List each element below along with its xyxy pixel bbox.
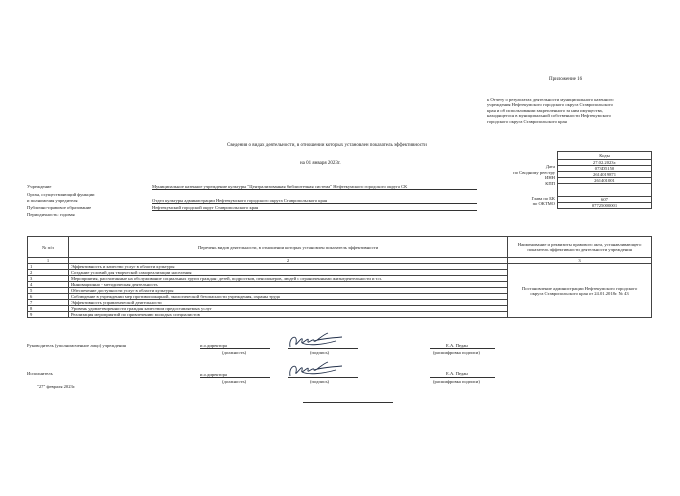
code-label-oktmo: по ОКТМО	[532, 201, 555, 207]
institution-label: Учреждение	[27, 184, 52, 189]
executor-name-caption: (расшифровка подписи)	[433, 379, 480, 384]
code-empty	[558, 184, 652, 197]
appendix-note-line: находящегося в муниципальной собственности Нефтекумского	[487, 113, 611, 119]
executor-position-caption: (должность)	[222, 379, 247, 384]
code-kpp: 261401001	[558, 178, 652, 184]
header-number: № п/п	[28, 237, 69, 258]
code-date: 27.02.2023г.	[558, 160, 652, 166]
row-activity: Соблюдение в учреждении мер противопожарной, экологической безопасности учреждения, охраны труда	[68, 294, 507, 300]
row-number: 7	[28, 300, 69, 306]
executor-name-line	[430, 377, 495, 378]
colnum-2: 2	[68, 258, 507, 264]
codes-table	[557, 151, 652, 209]
row-number: 8	[28, 306, 69, 312]
colnum-1: 1	[28, 258, 69, 264]
appendix-label: Приложение 16	[549, 77, 583, 82]
legal-value: Нефтекумский городской округ Ставропольского края	[152, 205, 477, 211]
activities-table	[27, 236, 652, 318]
appendix-note-line: к Отчету о результатах деятельности муниципального казенного	[487, 97, 614, 102]
appendix-note-line: городского округа Ставропольского края	[487, 118, 567, 124]
head-signature-caption: (подпись)	[310, 350, 330, 355]
bottom-divider	[303, 402, 393, 403]
appendix-note-line: учреждения Нефтекумского городского округа Ставропольского	[487, 102, 613, 108]
colnum-3: 3	[508, 258, 652, 264]
organ-value: Отдел культуры администрации Нефтекумского городского округа Ставропольского края	[152, 198, 477, 204]
signing-date: "27" февраля 2023г.	[37, 384, 76, 389]
head-position-caption: (должность)	[222, 350, 247, 355]
codes-header: Коды	[558, 152, 652, 160]
head-label: Руководитель (уполномоченное лицо) учреждения	[27, 343, 126, 348]
head-position: и.о.директора	[200, 343, 270, 349]
executor-signature-caption: (подпись)	[310, 379, 330, 384]
row-number: 1	[28, 264, 69, 270]
row-activity: Обеспечение доступности услуг в области культуры	[68, 288, 507, 294]
header-legal-act: Наименование и реквизиты правового акта, устанавливающего показатель эффективности деятельности учреждения	[508, 237, 652, 258]
row-number: 3	[28, 276, 69, 282]
table-header-row	[28, 237, 652, 258]
head-name-line	[430, 348, 495, 349]
code-label-inn: ИНН	[545, 175, 555, 181]
institution-value: Муниципальное казенное учреждение культуры "Централизованная библиотечная система" Нефтекумского городского округа СК	[152, 184, 477, 190]
executor-name: Е.А. Педан	[446, 371, 468, 376]
appendix-note-line: края и об использовании закрепленного за ним имущества,	[487, 107, 603, 113]
head-name-caption: (расшифровка подписи)	[433, 350, 480, 355]
head-name: Е.А. Педан	[446, 343, 468, 348]
row-number: 4	[28, 282, 69, 288]
row-number: 5	[28, 288, 69, 294]
header-activities: Перечень видов деятельности, в отношении которых установлен показатель эффективности	[68, 237, 507, 258]
code-registry: 073D5150	[558, 166, 652, 172]
executor-position: и.о.директора	[200, 372, 270, 378]
page-title: Сведения о видах деятельности, в отношении которых установлен показатель эффективности	[227, 143, 427, 148]
row-activity: Эффективность управленческой деятельности	[68, 300, 507, 306]
row-activity: Уровень удовлетворенности граждан качеством предоставляемых услуг	[68, 306, 507, 312]
row-activity: Эффективность и качество услуг в области культуры	[68, 264, 507, 270]
code-inn: 2614019871	[558, 172, 652, 178]
row-number: 9	[28, 312, 69, 318]
row-activity: Мероприятия, рассчитанные на обслуживание социальных групп граждан: детей, подростков, пенсионеров, людей с ограниченными жизнедеятельности и т.п.	[68, 276, 507, 282]
appendix-note	[487, 97, 614, 124]
row-number: 2	[28, 270, 69, 276]
report-date-line: на 01 января 2023г.	[300, 161, 341, 166]
code-label-bk: Глава по БК	[531, 196, 555, 202]
legal-act-cell: Постановление администрации Нефтекумского городского округа Ставропольского края от 24.01.2018г. № 43	[508, 264, 652, 318]
code-bk: 607	[558, 197, 652, 203]
codes-labels	[470, 159, 555, 207]
executor-label: Исполнитель	[27, 371, 53, 376]
row-activity: Реализация мероприятий по привлечению молодых специалистов	[68, 312, 507, 318]
code-label-date: Дата	[545, 164, 555, 170]
executor-signature	[284, 358, 348, 385]
organ-label-2: и полномочия учредителя	[27, 198, 78, 203]
code-oktmo: 07725000001	[558, 203, 652, 209]
row-number: 6	[28, 294, 69, 300]
code-label-registry: по Сводному реестру	[513, 169, 555, 175]
code-label-kpp: КПП	[545, 180, 555, 186]
organ-label-1: Орган, осуществляющий функции	[27, 192, 95, 197]
row-activity: Инновационно - методическая деятельность	[68, 282, 507, 288]
periodicity: Периодичность: годовая	[27, 212, 75, 217]
head-signature	[284, 329, 348, 356]
row-activity: Создание условий для творческой самореализации населения	[68, 270, 507, 276]
legal-label: Публично-правовое образование	[27, 205, 92, 210]
